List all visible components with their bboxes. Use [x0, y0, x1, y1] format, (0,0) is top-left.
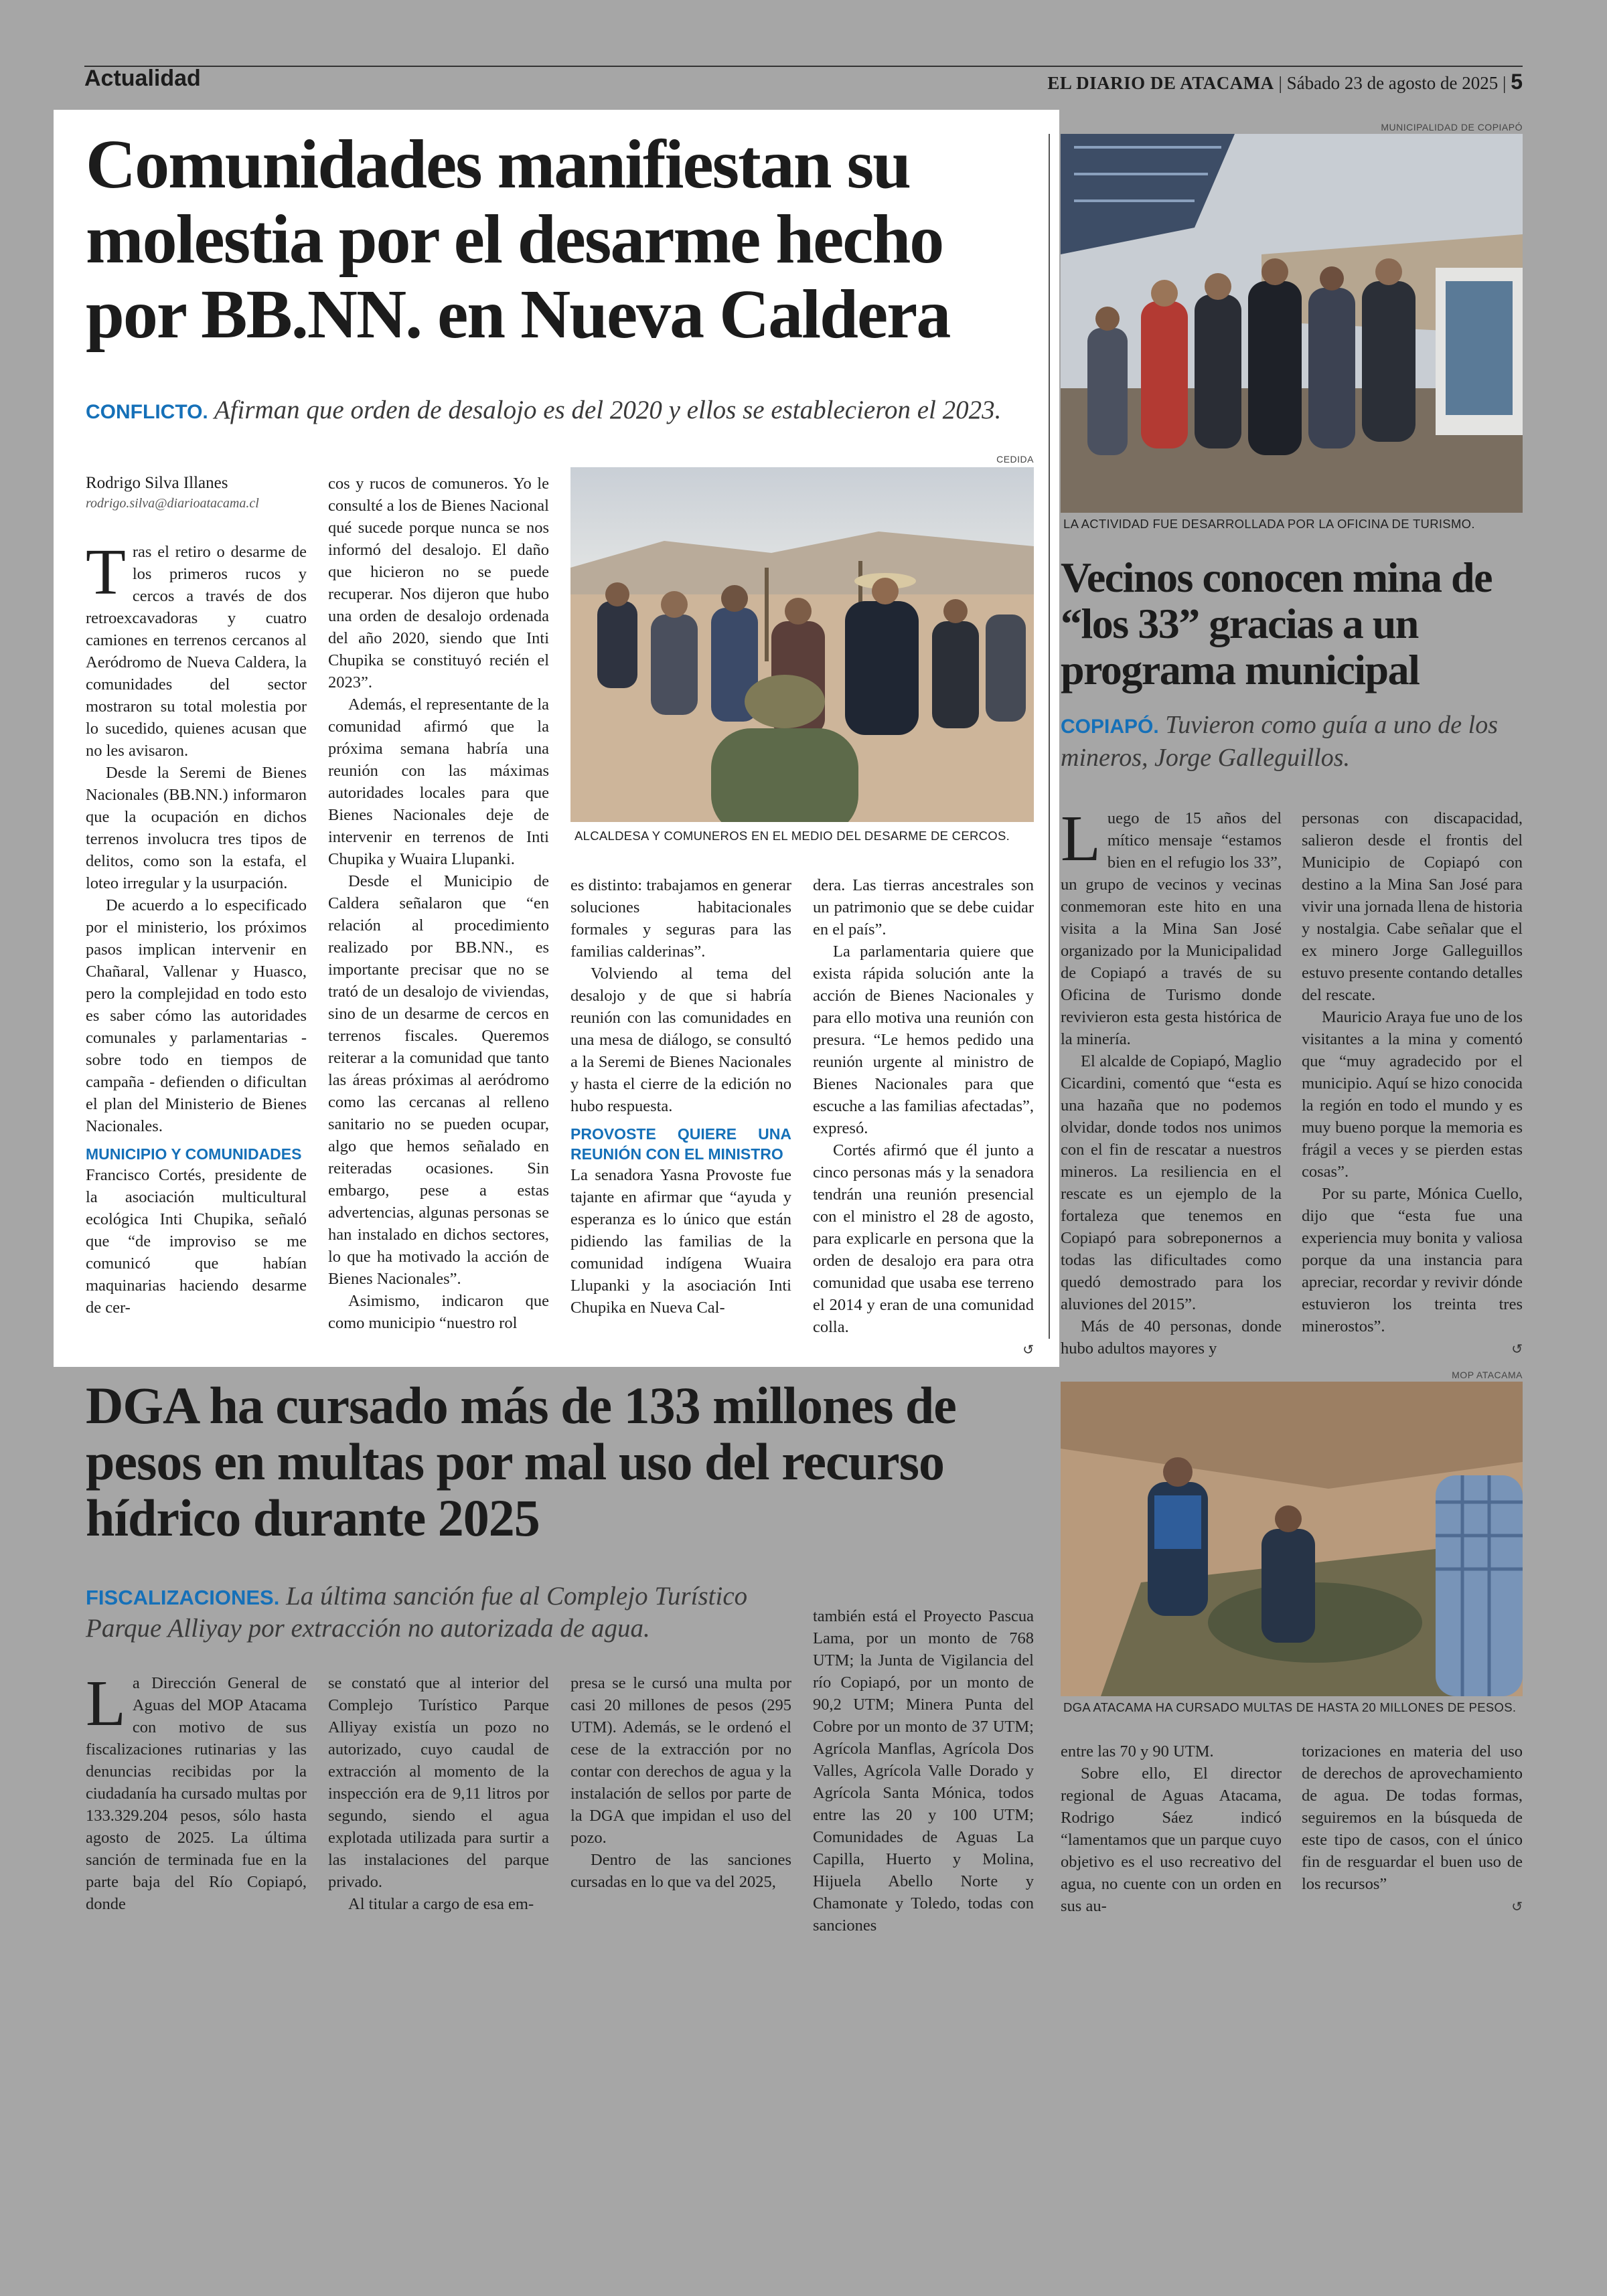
- dropcap: L: [86, 1667, 126, 1740]
- dga-photo-credit: MOP ATACAMA: [1452, 1370, 1523, 1380]
- side-photo-caption: LA ACTIVIDAD FUE DESARROLLADA POR LA OFICINA DE TURISMO.: [1063, 517, 1475, 531]
- dropcap: T: [86, 536, 126, 608]
- paragraph: Además, el representante de la comunidad afirmó que la próxima semana habría una reunión con las máximas autoridades locales para que Bienes Nacionales deje de intervenir en terrenos de Inti Chupika y Wuaira Llupanki.: [328, 695, 549, 868]
- mine-visit-image: [1061, 134, 1523, 513]
- main-deck-text: Afirman que orden de desalojo es del 2020 y ellos se establecieron el 2023.: [214, 396, 1002, 424]
- paragraph: Sobre ello, El director regional de Aguas Atacama, Rodrigo Sáez indicó “lamentamos que un parque cuyo objetivo es el uso recreativo del agua, no cuente con un orden en sus au-: [1061, 1765, 1282, 1915]
- side-headline: Vecinos conocen mina de “los 33” gracias a un programa municipal: [1061, 554, 1493, 693]
- paragraph: El alcalde de Copiapó, Maglio Cicardini, comentó que “esta es una hazaña que no podemos olvidar, donde todos nos unimos con el fin de rescatar a nuestros mineros. La resiliencia en el rescate es un ejemplo de la fortaleza que tenemos en Copiapó para sobreponernos a todas las dificultades como quedó demostrado para los aluviones del 2015”.: [1061, 1052, 1282, 1313]
- paragraph: Desde la Seremi de Bienes Nacionales (BB.NN.) informaron que la ocupación en dichos terrenos involucra tres tipos de delitos, como son la estafa, el loteo irregular y la usurpación.: [86, 764, 307, 892]
- author-email[interactable]: rodrigo.silva@diarioatacama.cl: [86, 496, 259, 511]
- issue-date: Sábado 23 de agosto de 2025: [1286, 73, 1499, 93]
- main-kicker: CONFLICTO.: [86, 401, 208, 423]
- paragraph: Por su parte, Mónica Cuello, dijo que “esta fue una experiencia muy bonita y valiosa porque da una instancia para apreciar, recordar y revivir dónde estuvieron los treinta tres minerostos”.: [1302, 1185, 1523, 1335]
- paragraph: presa se le cursó una multa por casi 20 millones de pesos (295 UTM). Además, se le ordenó el cese de la extracción por no contar con derechos de agua y la instalación de sellos por parte de la DGA que impidan el uso del pozo.: [570, 1674, 791, 1847]
- column-rule: [1049, 134, 1050, 1339]
- side-col-2: [1302, 807, 1523, 1360]
- main-col-3: [570, 874, 791, 1319]
- end-of-article-icon: ↺: [1511, 1898, 1523, 1914]
- paragraph: Más de 40 personas, donde hubo adultos mayores y: [1061, 1317, 1282, 1358]
- page-number: 5: [1511, 70, 1523, 94]
- dga-photo-caption: DGA ATACAMA HA CURSADO MULTAS DE HASTA 20 MILLONES DE PESOS.: [1063, 1700, 1517, 1714]
- paragraph: cos y rucos de comuneros. Yo le consulté a los de Bienes Nacional qué sucede porque nunca se nos informó del desalojo. El daño que hicieron no se puede recuperar. Nos dijeron que hubo una orden de desalojo ordenada del año 2020, siendo que Inti Chupika se constituyó recién el 2023”.: [328, 475, 549, 691]
- paragraph: también está el Proyecto Pascua Lama, por un monto de 768 UTM; la Junta de Vigilancia del río Copiapó, por un monto de 90,2 UTM; Minera Punta del Cobre por un monto de 37 UTM; Agrícola Manflas, Agrícola Dos Valles, Agrícola Valle Dorado y Agrícola Santa Mónica, todos entre las 20 y 100 UTM; Comunidades de Aguas La Capilla, Huerto y Molina, Hijuela Abello Norte y Chamonate y Toledo, todas con sanciones: [813, 1607, 1034, 1935]
- paragraph: De acuerdo a lo especificado por el ministerio, los próximos pasos implican intervenir en Chañaral, Vallenar y Huasco, pero la complejidad en todo esto es saber cómo las autoridades comunales y parlamentarias - sobre todo en tiempos de campaña - defienden o dificultan el plan del Ministerio de Bienes Nacionales.: [86, 896, 307, 1135]
- community-photo-image: [570, 467, 1034, 822]
- dga-deck-text: La última sanción fue al Complejo Turístico Parque Alliyay por extracción no autorizada de agua.: [86, 1582, 748, 1643]
- paragraph: La senadora Yasna Provoste fue tajante en afirmar que “ayuda y esperanza es lo único que están pidiendo las familias de la comunidad indígena Wuaira Llupanki y la asociación Inti Chupika en Nueva Cal-: [570, 1166, 791, 1317]
- masthead: EL DIARIO DE ATACAMA | Sábado 23 de agosto de 2025 | 5: [1047, 70, 1523, 94]
- paragraph: torizaciones en materia del uso de derechos de aprovechamiento de agua. De todas formas, seguiremos en la búsqueda de este tipo de casos, con el único fin de resguardar el buen uso de los recursos”: [1302, 1742, 1523, 1893]
- side-deck: [1061, 710, 1523, 773]
- main-photo: [570, 467, 1034, 822]
- paragraph: Al titular a cargo de esa em-: [348, 1895, 534, 1913]
- paragraph: personas con discapacidad, salieron desde el frontis del Municipio de Copiapó con destino a la Mina San José para vivir una jornada llena de historia y nostalgia. Cabe señalar que el ex minero Jorge Galleguillos estuvo presente contando detalles del rescate.: [1302, 809, 1523, 1004]
- paragraph: Asimismo, indicaron que como municipio “nuestro rol: [328, 1292, 549, 1332]
- paragraph: Mauricio Araya fue uno de los visitantes a la mina y comentó que “muy agradecido por el municipio. Aquí se hizo conocida la región en todo el mundo y es muy bueno porque la memoria es frágil a veces y se pierden estas cosas”.: [1302, 1008, 1523, 1181]
- paragraph: La parlamentaria quiere que exista rápida solución ante la acción de Bienes Nacionales y para ello motiva una reunión con presura. “Le hemos pedido una reunión urgente al ministro de Bienes Nacionales para que escuche a las familias afectadas”, expresó.: [813, 942, 1034, 1137]
- side-photo: [1061, 134, 1523, 513]
- dga-col-2: [328, 1672, 549, 1915]
- author-name: Rodrigo Silva Illanes: [86, 474, 228, 492]
- dga-deck: [86, 1581, 795, 1644]
- photo-credit: CEDIDA: [996, 454, 1034, 465]
- subhead: MUNICIPIO Y COMUNIDADES: [86, 1145, 302, 1163]
- paragraph: Dentro de las sanciones cursadas en lo que va del 2025,: [570, 1851, 791, 1891]
- end-of-article-icon: ↺: [1511, 1341, 1523, 1357]
- dropcap: L: [1061, 803, 1101, 875]
- dga-photo: [1061, 1382, 1523, 1696]
- paragraph: dera. Las tierras ancestrales son un patrimonio que se debe cuidar en el país”.: [813, 876, 1034, 938]
- dga-inspection-image: [1061, 1382, 1523, 1696]
- header-rule: [84, 66, 1523, 67]
- side-deck-text: Tuvieron como guía a uno de los mineros, Jorge Galleguillos.: [1061, 711, 1498, 772]
- main-headline: Comunidades manifiestan su molestia por el desarme hecho por BB.NN. en Nueva Caldera: [86, 126, 950, 353]
- dga-col-3: [570, 1672, 791, 1893]
- main-col-4: [813, 874, 1034, 1361]
- main-deck: [86, 395, 1037, 428]
- side-photo-credit: MUNICIPALIDAD DE COPIAPÓ: [1381, 122, 1523, 133]
- paper-name: EL DIARIO DE ATACAMA: [1047, 73, 1274, 93]
- dga-col-6: [1302, 1740, 1523, 1918]
- paragraph: ras el retiro o desarme de los primeros rucos y cercos a través de dos retroexcavadoras y cuatro camiones en terrenos cercanos al Aeródromo de Nueva Caldera, la comunidades del sector mostraron su total molestia por lo sucedido, quienes acusan que no les avisaron.: [86, 543, 307, 760]
- dga-col-4: [813, 1605, 1034, 1937]
- paragraph: Desde el Municipio de Caldera señalaron que “en relación al procedimiento realizado por BB.NN., es importante precisar que no se trató de un desalojo de viviendas, sino de un desarme de cercos en terrenos fiscales. Queremos reiterar a la comunidad que tanto las áreas próximas al aeródromo como las cercanas al relleno sanitario no se pueden ocupar, algo que hemos señalado en reiteradas ocasiones. Sin embargo, pese a estas advertencias, algunas personas se han instalado en dichos sectores, lo que ha motivado la acción de Bienes Nacionales”.: [328, 872, 549, 1288]
- paragraph: entre las 70 y 90 UTM.: [1061, 1742, 1214, 1760]
- paragraph: Volviendo al tema del desalojo y de que si habría reunión con las comunidades en una mesa de diálogo, se consultó a la Seremi de Bienes Nacionales y hasta el cierre de la edición no hubo respuesta.: [570, 965, 791, 1115]
- side-kicker: COPIAPÓ.: [1061, 716, 1159, 738]
- dga-kicker: FISCALIZACIONES.: [86, 1586, 280, 1609]
- main-photo-caption: ALCALDESA Y COMUNEROS EN EL MEDIO DEL DESARME DE CERCOS.: [575, 829, 1010, 843]
- byline: [86, 473, 307, 513]
- dga-col-1: [86, 1667, 307, 1915]
- paragraph: Francisco Cortés, presidente de la asociación multicultural ecológica Inti Chupika, señaló que “de improviso se me comunicó que habían maquinarias haciendo desarme de cer-: [86, 1166, 307, 1317]
- side-col-1: [1061, 803, 1282, 1360]
- paragraph: uego de 15 años del mítico mensaje “estamos bien en el refugio los 33”, un grupo de vecinos y vecinas conmemoran este hito en una visita a la Mina San José organizado por la Municipalidad de Copiapó a través de su Oficina de Turismo donde revivieron esta gesta histórica de la minería.: [1061, 809, 1282, 1048]
- dga-col-5: [1061, 1740, 1282, 1917]
- section-label: Actualidad: [84, 66, 201, 91]
- paragraph: es distinto: trabajamos en generar soluciones habitacionales formales y seguras para las familias calderinas”.: [570, 876, 791, 961]
- main-col-1: [86, 536, 307, 1319]
- subhead: PROVOSTE QUIERE UNA REUNIÓN CON EL MINISTRO: [570, 1125, 791, 1163]
- end-of-article-icon: ↺: [1022, 1341, 1034, 1358]
- paragraph: a Dirección General de Aguas del MOP Atacama con motivo de sus fiscalizaciones rutinarias y las denuncias recibidas por la ciudadanía ha cursado multas por 133.329.204 pesos, sólo hasta agosto de 2025. La última sanción de terminada fue en la parte baja del Río Copiapó, donde: [86, 1674, 307, 1913]
- main-col-2: [328, 473, 549, 1334]
- dga-headline: DGA ha cursado más de 133 millones de pesos en multas por mal uso del recurso hídrico durante 2025: [86, 1376, 956, 1547]
- paragraph: Cortés afirmó que él junto a cinco personas más y la senadora tendrán una reunión presencial con el ministro el 28 de agosto, para explicarle en persona que la orden de desalojo era para otra comunidad que usaba ese terreno el 2014 y eran de una comunidad colla.: [813, 1141, 1034, 1336]
- paragraph: se constató que al interior del Complejo Turístico Parque Alliyay existía un pozo no autorizado, cuyo caudal de extracción al momento de la inspección era de 9,11 litros por segundo, siendo el agua explotada utilizada para surtir a las instalaciones del parque privado.: [328, 1674, 549, 1891]
